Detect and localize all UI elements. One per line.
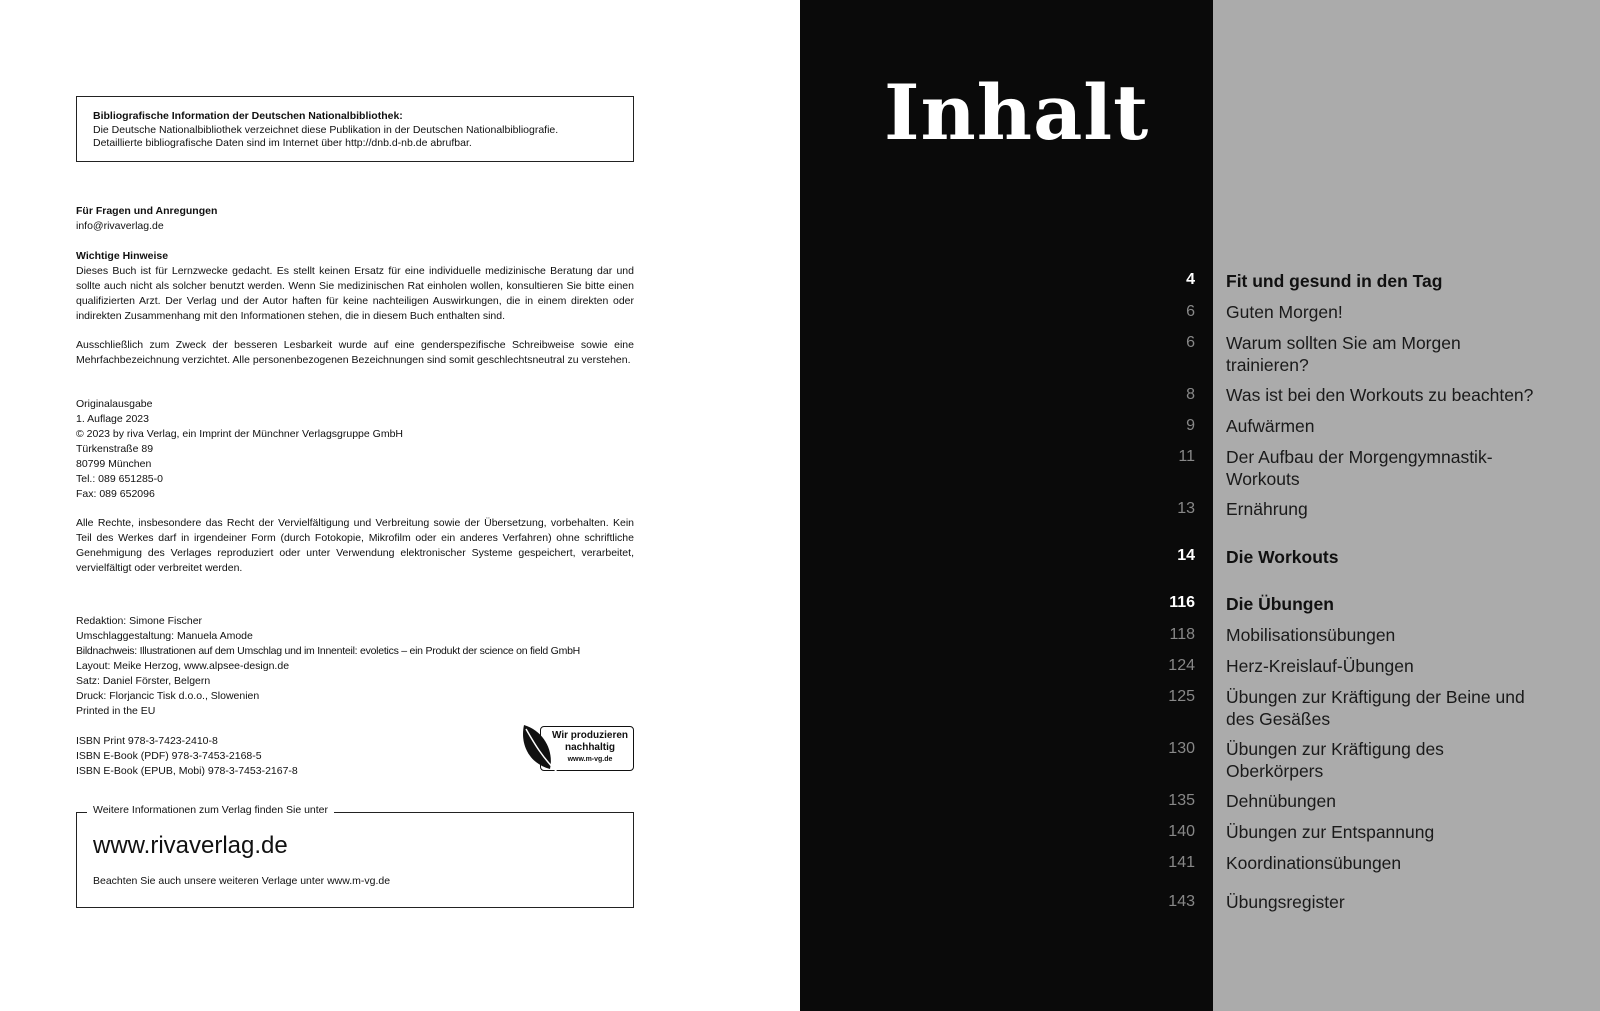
credit-line: Druck: Florjancic Tisk d.o.o., Slowenien <box>76 690 260 702</box>
credit-line: Umschlaggestaltung: Manuela Amode <box>76 630 253 642</box>
badge-text <box>548 730 632 754</box>
edition-line: 1. Auflage 2023 <box>76 413 149 425</box>
isbn-line: ISBN Print 978-3-7423-2410-8 <box>76 735 218 747</box>
toc-entry-label: Übungen zur Kräftigung des Oberkörpers <box>1226 739 1444 781</box>
toc-entry-label: Ernährung <box>1226 499 1308 519</box>
badge-line2: nachhaltig <box>564 742 615 753</box>
notes-block <box>76 249 634 324</box>
toc-entry-label: Was ist bei den Workouts zu beachten? <box>1226 385 1534 405</box>
toc-page-number: 125 <box>1168 688 1195 705</box>
bib-line: Die Deutsche Nationalbibliothek verzeichnet diese Publikation in der Deutschen Nationalbibliografie. <box>93 123 559 136</box>
bibliographic-info-box <box>76 96 634 162</box>
edition-line: 80799 München <box>76 458 152 470</box>
toc-entry-label: Übungen zur Kräftigung der Beine und des Gesäßes <box>1226 687 1525 729</box>
toc-title: Inhalt <box>884 68 1150 157</box>
toc-entry-label: Aufwärmen <box>1226 416 1315 436</box>
toc-entry-label: Übungsregister <box>1226 892 1345 912</box>
isbn-line: ISBN E-Book (EPUB, Mobi) 978-3-7453-2167-8 <box>76 765 298 777</box>
contact-title: Für Fragen und Anregungen <box>76 205 218 217</box>
bib-line: Detaillierte bibliografische Daten sind im Internet über http://dnb.d-nb.de abrufbar. <box>93 137 472 149</box>
toc-entry-label: Der Aufbau der Morgengymnastik-Workouts <box>1226 447 1493 489</box>
credit-line: Bildnachweis: Illustrationen auf dem Umschlag und im Innenteil: evoletics – ein Produkt der science on field GmbH <box>76 645 581 657</box>
gender-note: Ausschließlich zum Zweck der besseren Lesbarkeit wurde auf eine genderspezifische Schreibweise sowie eine Mehrfachbezeichnung verzichtet. Alle personenbezogenen Bezeichnungen sind somit geschlechtsneutral zu verstehen. <box>76 339 634 366</box>
toc-page-number: 4 <box>1186 271 1195 288</box>
toc-entry-label: Koordinationsübungen <box>1226 853 1402 873</box>
toc-page-number: 130 <box>1168 740 1195 757</box>
badge-url: www.m-vg.de <box>567 756 613 763</box>
toc-page-number: 6 <box>1186 303 1195 320</box>
toc-entry-label: Übungen zur Entspannung <box>1226 822 1435 842</box>
web-note: Beachten Sie auch unsere weiteren Verlage unter www.m-vg.de <box>93 875 391 887</box>
toc-entry-label: Guten Morgen! <box>1226 302 1343 322</box>
toc-page-number: 9 <box>1186 417 1195 434</box>
toc-page-number: 135 <box>1168 792 1195 809</box>
toc-page-number: 6 <box>1186 334 1195 351</box>
web-legend: Weitere Informationen zum Verlag finden Sie unter <box>87 804 334 816</box>
notes-title: Wichtige Hinweise <box>76 250 169 262</box>
edition-line: Türkenstraße 89 <box>76 443 154 455</box>
notes-text: Dieses Buch ist für Lernzwecke gedacht. Es stellt keinen Ersatz für eine individuelle medizinische Beratung dar und sollte auch nicht als solcher benutzt werden. Wenn Sie medizinischen Rat einholen wollen, konsultieren Sie bitte einen qualifizierten Arzt. Der Verlag und der Autor haften für keine nachteiligen Auswirkungen, die in einem direkten oder indirekten Zusammenhang mit den Informationen stehen, die in diesem Buch enthalten sind. <box>76 265 634 322</box>
sustainability-badge <box>520 721 634 775</box>
credit-line: Printed in the EU <box>76 705 156 717</box>
edition-block <box>76 397 634 502</box>
contact-block <box>76 204 634 234</box>
credit-line: Redaktion: Simone Fischer <box>76 615 203 627</box>
toc-entry-label: Die Übungen <box>1226 594 1334 614</box>
rights-note: Alle Rechte, insbesondere das Recht der Vervielfältigung und Verbreitung sowie der Übersetzung, vorbehalten. Kein Teil des Werkes darf in irgendeiner Form (durch Fotokopie, Mikrofilm oder ein anderes Verfahren) ohne schriftliche Genehmigung des Verlages reproduziert oder unter Verwendung elektronischer Systeme gespeichert, verarbeitet, vervielfältigt oder verbreitet werden. <box>76 517 634 574</box>
toc-page-number: 116 <box>1169 594 1195 611</box>
toc-page-number: 118 <box>1169 626 1195 643</box>
toc-entry-label: Mobilisationsübungen <box>1226 625 1396 645</box>
toc-page-number: 140 <box>1168 823 1195 840</box>
edition-line: Fax: 089 652096 <box>76 488 155 500</box>
edition-line: © 2023 by riva Verlag, ein Imprint der Münchner Verlagsgruppe GmbH <box>76 428 403 440</box>
isbn-block <box>76 734 476 779</box>
toc-entry-label: Dehnübungen <box>1226 791 1336 811</box>
isbn-line: ISBN E-Book (PDF) 978-3-7453-2168-5 <box>76 750 262 762</box>
publisher-web-box <box>76 804 634 908</box>
toc-page-number: 11 <box>1178 448 1195 465</box>
toc-page-number: 124 <box>1168 657 1195 674</box>
credit-line: Satz: Daniel Förster, Belgern <box>76 675 211 687</box>
edition-line: Tel.: 089 651285-0 <box>76 473 163 485</box>
toc-page-number: 141 <box>1168 854 1195 871</box>
publisher-url[interactable]: www.rivaverlag.de <box>93 832 288 859</box>
toc-entry-label: Die Workouts <box>1226 547 1339 567</box>
toc-page-number: 13 <box>1177 500 1195 517</box>
toc-entry-label: Warum sollten Sie am Morgen trainieren? <box>1226 333 1461 375</box>
toc-page-number: 14 <box>1177 547 1195 564</box>
toc-entry-label: Fit und gesund in den Tag <box>1226 271 1443 291</box>
toc-entry-label: Herz-Kreislauf-Übungen <box>1226 656 1414 676</box>
badge-line1: Wir produzieren <box>551 730 629 741</box>
toc-page-number: 143 <box>1168 893 1195 910</box>
credits-block <box>76 614 636 719</box>
contact-email: info@rivaverlag.de <box>76 220 164 232</box>
credit-line: Layout: Meike Herzog, www.alpsee-design.de <box>76 660 290 672</box>
bib-title: Bibliografische Information der Deutschen Nationalbibliothek: <box>93 110 403 122</box>
toc-page-number: 8 <box>1186 386 1195 403</box>
edition-line: Originalausgabe <box>76 398 153 410</box>
